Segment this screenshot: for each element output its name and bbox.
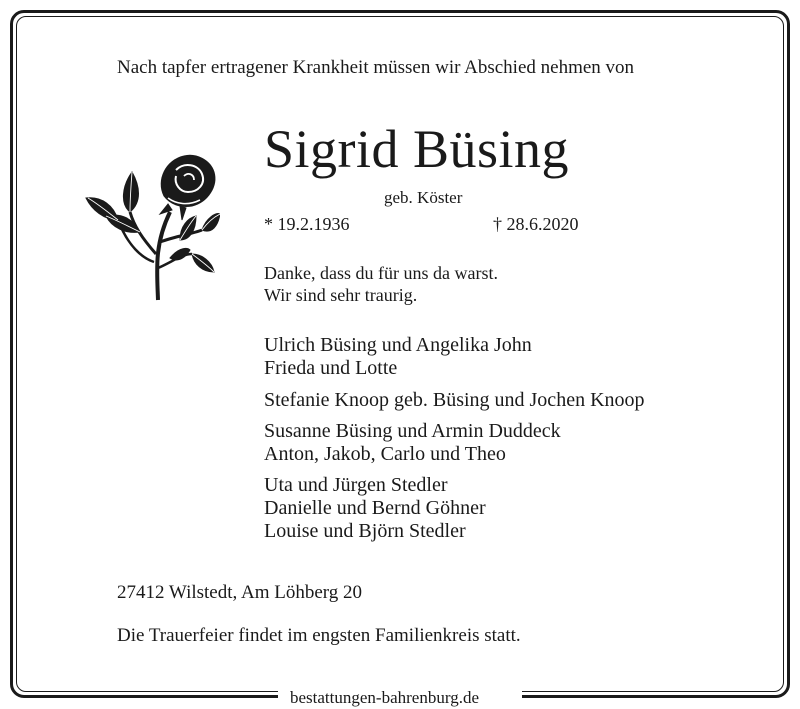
family-line: Susanne Büsing und Armin Duddeck: [264, 420, 561, 442]
family-line: Frieda und Lotte: [264, 357, 398, 379]
deceased-name: Sigrid Büsing: [264, 119, 570, 179]
family-group: [264, 420, 561, 466]
birth-date: * 19.2.1936: [264, 214, 350, 234]
family-line: Anton, Jakob, Carlo und Theo: [264, 443, 506, 465]
family-line: Stefanie Knoop geb. Büsing und Jochen Knoop: [264, 389, 645, 411]
rose-icon: [84, 150, 220, 306]
intro-text: Nach tapfer ertragener Krankheit müssen wir Abschied nehmen von: [117, 57, 635, 78]
funeral-note: Die Trauerfeier findet im engsten Familienkreis statt.: [117, 625, 521, 646]
family-line: Uta und Jürgen Stedler: [264, 474, 448, 496]
family-line: Ulrich Büsing und Angelika John: [264, 334, 532, 356]
footer-website: bestattungen-bahrenburg.de: [286, 689, 483, 706]
thanks-line: Danke, dass du für uns da warst.: [264, 263, 498, 283]
family-group: [264, 389, 645, 412]
thanks-line: Wir sind sehr traurig.: [264, 285, 418, 305]
family-group: [264, 334, 532, 380]
family-group: [264, 474, 486, 543]
thanks-message: [264, 262, 498, 306]
maiden-name: geb. Köster: [384, 188, 463, 207]
death-date: † 28.6.2020: [493, 214, 579, 234]
address: 27412 Wilstedt, Am Löhberg 20: [117, 582, 362, 603]
family-line: Louise und Björn Stedler: [264, 520, 466, 542]
family-line: Danielle und Bernd Göhner: [264, 497, 486, 519]
